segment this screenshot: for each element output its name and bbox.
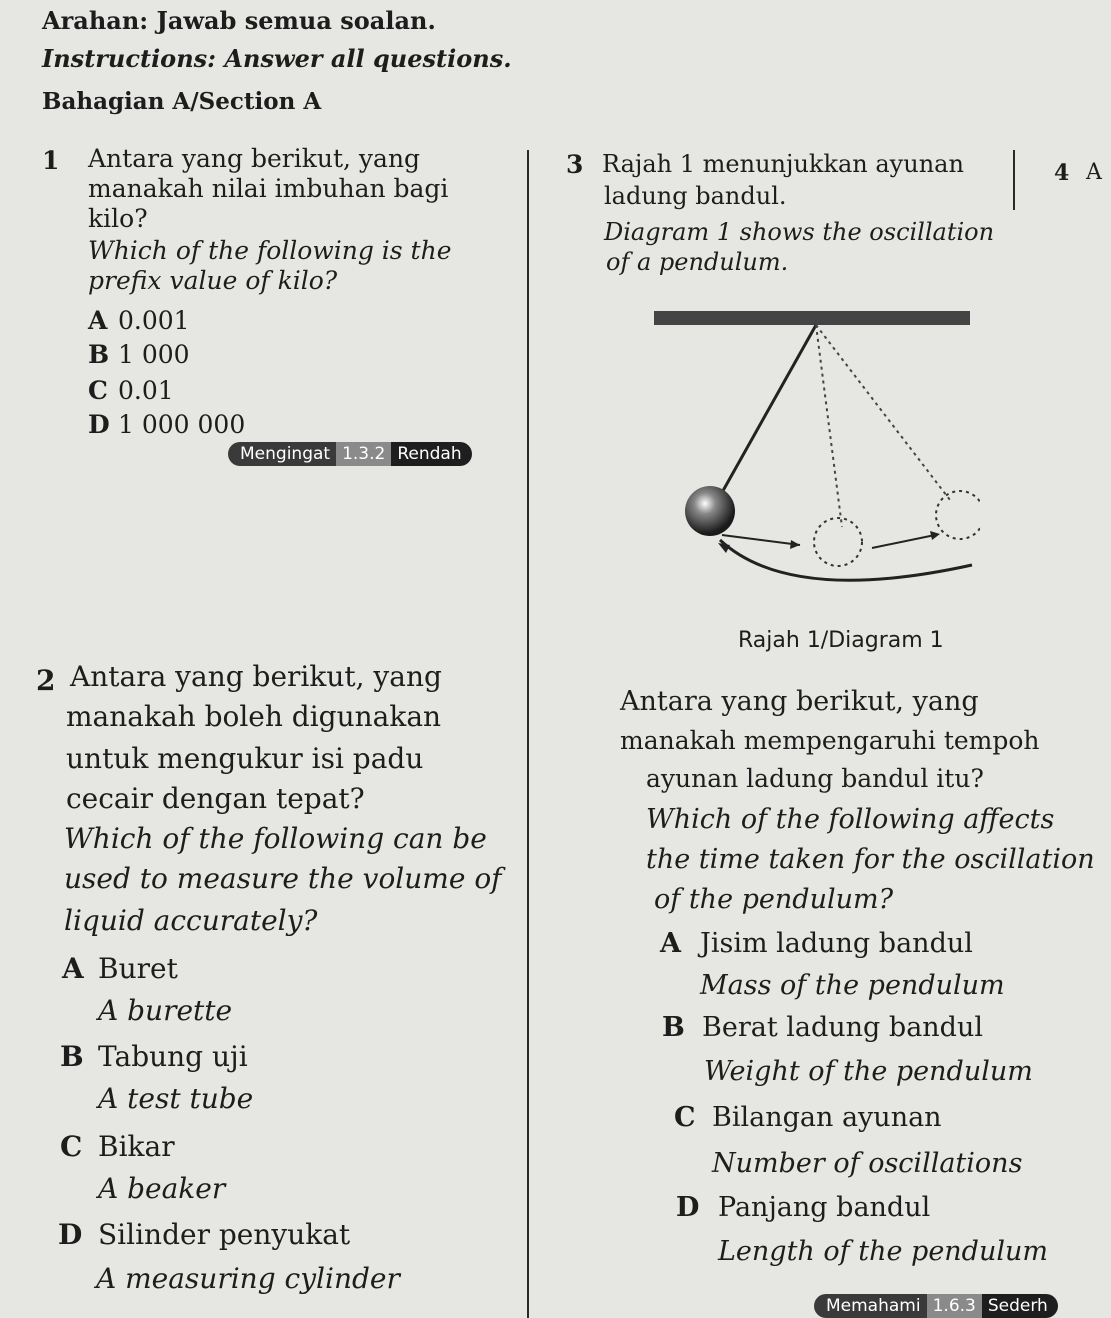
q3-option-a-en: Mass of the pendulum	[700, 970, 1005, 1001]
q3-question-en-line-2: the time taken for the oscillation	[646, 844, 1095, 875]
q1-option-c-text: 0.01	[118, 376, 174, 405]
q1-option-d-text: 1 000 000	[118, 410, 246, 439]
q3-option-d-en: Length of the pendulum	[718, 1236, 1048, 1267]
q3-tag-skill: Memahami	[814, 1294, 927, 1318]
q1-option-c	[88, 376, 174, 405]
arrow-center-to-right	[872, 535, 935, 548]
pendulum-bob-right-dashed	[936, 491, 980, 539]
q2-option-d-ms-text: Silinder penyukat	[98, 1218, 351, 1251]
pendulum-support-bar	[654, 311, 970, 325]
q4-number: 4	[1054, 160, 1070, 186]
q2-option-a-ms-text: Buret	[98, 952, 178, 985]
q2-option-c-ms-text: Bikar	[98, 1130, 175, 1163]
q1-skill-tag	[228, 442, 472, 466]
q2-option-c-ms	[60, 1130, 175, 1163]
q2-option-b-ms	[60, 1040, 248, 1073]
q1-option-b-letter: B	[88, 340, 110, 369]
q1-en-line-2: prefix value of kilo?	[88, 266, 338, 295]
q3-question-en-line-1: Which of the following affects	[646, 804, 1055, 835]
q1-option-d-letter: D	[88, 410, 110, 439]
q1-tag-level: Rendah	[391, 442, 471, 466]
q1-ms-line-2: manakah nilai imbuhan bagi	[88, 174, 449, 203]
arahan-instruction: Arahan: Jawab semua soalan.	[42, 6, 436, 35]
q2-option-c-letter: C	[60, 1130, 83, 1163]
q2-option-d-letter: D	[58, 1218, 83, 1251]
q2-en-line-1: Which of the following can be	[64, 822, 487, 855]
q2-ms-line-3: untuk mengukur isi padu	[66, 742, 424, 775]
pendulum-bob	[685, 486, 735, 536]
q2-en-line-2: used to measure the volume of	[64, 862, 502, 895]
q3-option-a-ms	[660, 928, 973, 959]
q2-number: 2	[36, 664, 56, 697]
q1-number: 1	[42, 146, 60, 175]
q3-option-c-letter: C	[674, 1102, 696, 1133]
q3-question-ms-line-2: manakah mempengaruhi tempoh	[620, 726, 1040, 755]
q2-option-d-en: A measuring cylinder	[96, 1262, 400, 1295]
q3-tag-code: 1.6.3	[927, 1294, 982, 1318]
pendulum-bob-center-dashed	[814, 518, 862, 566]
column-divider-right	[1013, 150, 1015, 210]
pendulum-string	[715, 325, 816, 505]
q2-en-line-3: liquid accurately?	[64, 904, 318, 937]
q1-option-b	[88, 340, 190, 369]
q1-ms-line-1: Antara yang berikut, yang	[88, 144, 421, 173]
q3-option-d-ms	[676, 1192, 930, 1223]
q2-option-d-ms	[58, 1218, 350, 1251]
q3-option-b-ms-text: Berat ladung bandul	[702, 1012, 983, 1043]
q1-option-b-text: 1 000	[118, 340, 190, 369]
q3-option-b-en: Weight of the pendulum	[704, 1056, 1033, 1087]
q1-option-d	[88, 410, 245, 439]
q3-en-line-1: Diagram 1 shows the oscillation	[604, 218, 995, 246]
q4-fragment: A	[1086, 160, 1102, 185]
q3-option-a-ms-text: Jisim ladung bandul	[700, 928, 973, 959]
q2-ms-line-1: Antara yang berikut, yang	[70, 660, 442, 693]
column-divider-left	[527, 150, 529, 1318]
q3-question-en-line-3: of the pendulum?	[654, 884, 894, 915]
q1-tag-skill: Mengingat	[228, 442, 336, 466]
diagram-caption: Rajah 1/Diagram 1	[738, 628, 944, 653]
q2-option-b-ms-text: Tabung uji	[98, 1040, 248, 1073]
q3-question-ms-line-1: Antara yang berikut, yang	[620, 686, 979, 717]
q3-option-b-ms	[662, 1012, 983, 1043]
q1-en-line-1: Which of the following is the	[88, 236, 452, 265]
q2-option-a-ms	[62, 952, 178, 985]
q3-option-b-letter: B	[662, 1012, 685, 1043]
q3-option-a-letter: A	[660, 928, 681, 959]
q3-option-d-letter: D	[676, 1192, 700, 1223]
q2-ms-line-2: manakah boleh digunakan	[66, 700, 442, 733]
english-instruction: Instructions: Answer all questions.	[42, 44, 512, 73]
q2-option-b-letter: B	[60, 1040, 84, 1073]
q3-ms-line-1: Rajah 1 menunjukkan ayunan	[602, 150, 964, 178]
q3-option-c-en: Number of oscillations	[712, 1148, 1023, 1179]
q3-number: 3	[566, 150, 584, 179]
pendulum-string-right-dashed	[816, 325, 950, 500]
q1-option-a	[88, 306, 190, 335]
q3-option-d-ms-text: Panjang bandul	[718, 1192, 931, 1223]
swing-arc	[720, 540, 972, 580]
q1-ms-line-3: kilo?	[88, 204, 148, 233]
q2-option-c-en: A beaker	[98, 1172, 226, 1205]
q1-tag-code: 1.3.2	[336, 442, 391, 466]
q3-tag-level: Sederh	[982, 1294, 1058, 1318]
q2-option-a-en: A burette	[98, 994, 233, 1027]
q1-option-c-letter: C	[88, 376, 108, 405]
arrow-left-to-center	[722, 535, 800, 545]
q3-en-line-2: of a pendulum.	[606, 248, 789, 276]
q1-option-a-text: 0.001	[118, 306, 190, 335]
q3-skill-tag	[814, 1294, 1058, 1318]
q2-option-b-en: A test tube	[98, 1082, 254, 1115]
pendulum-diagram	[650, 305, 980, 605]
q2-option-a-letter: A	[62, 952, 84, 985]
q3-ms-line-2: ladung bandul.	[604, 182, 787, 210]
q3-option-c-ms	[674, 1102, 942, 1133]
q3-option-c-ms-text: Bilangan ayunan	[712, 1102, 942, 1133]
q2-ms-line-4: cecair dengan tepat?	[66, 782, 365, 815]
q3-question-ms-line-3: ayunan ladung bandul itu?	[646, 764, 984, 793]
section-title: Bahagian A/Section A	[42, 88, 322, 115]
q1-option-a-letter: A	[88, 306, 108, 335]
